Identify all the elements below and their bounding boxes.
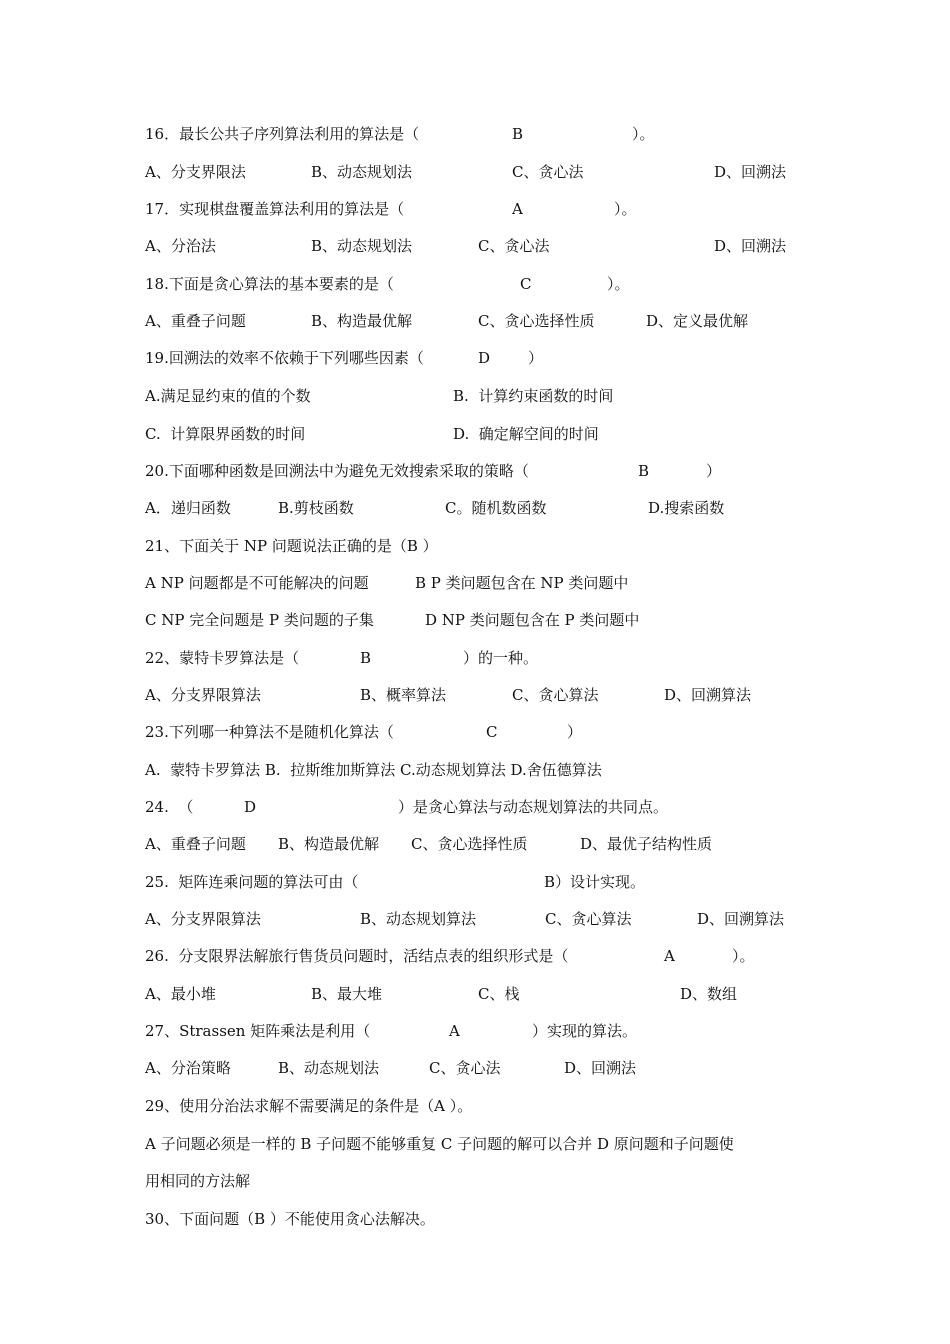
q22-part-2: B xyxy=(360,649,372,667)
q16-part-3: ）。 xyxy=(632,125,655,143)
q19-options-ab-part-2: B. 计算约束函数的时间 xyxy=(453,387,614,405)
q26-part-3: ）。 xyxy=(732,947,755,965)
q24-options-part-1: A、重叠子问题 xyxy=(145,835,246,853)
q21-options-cd-part-2: D NP 类问题包含在 P 类问题中 xyxy=(425,611,640,629)
q21-options-cd-part-1: C NP 完全问题是 P 类问题的子集 xyxy=(145,611,374,629)
q25-part-2: B）设计实现。 xyxy=(544,873,646,891)
q26-options-part-4: D、数组 xyxy=(680,985,738,1003)
q18-options-part-1: A、重叠子问题 xyxy=(145,312,246,330)
q20-options-part-2: B.剪枝函数 xyxy=(278,499,354,517)
q16-options-part-2: B、动态规划法 xyxy=(311,163,413,181)
q24-options-part-2: B、构造最优解 xyxy=(278,835,380,853)
q19-part-1: 19.回溯法的效率不依赖于下列哪些因素（ xyxy=(145,349,424,367)
q27-part-1: 27、Strassen 矩阵乘法是利用（ xyxy=(145,1022,371,1040)
q23-part-2: C xyxy=(486,723,498,741)
q20-options-part-3: C。随机数函数 xyxy=(445,499,547,517)
q23-part-1: 23.下列哪一种算法不是随机化算法（ xyxy=(145,723,394,741)
q16-options-part-4: D、回溯法 xyxy=(714,163,787,181)
q18-part-3: ）。 xyxy=(607,275,630,293)
q20-options-part-4: D.搜索函数 xyxy=(648,499,725,517)
q27-options-part-1: A、分治策略 xyxy=(145,1059,231,1077)
q24-part-2: D xyxy=(244,798,257,816)
q17-options-part-3: C、贪心法 xyxy=(478,237,550,255)
q24-options-part-3: C、贪心选择性质 xyxy=(411,835,528,853)
q25-options-part-2: B、动态规划算法 xyxy=(360,910,477,928)
q19-options-cd-part-1: C. 计算限界函数的时间 xyxy=(145,425,306,443)
q26-part-1: 26. 分支限界法解旅行售货员问题时，活结点表的组织形式是（ xyxy=(145,947,569,965)
q29-options-line1-text: A 子问题必须是一样的 B 子问题不能够重复 C 子问题的解可以合并 D 原问题和子问题使 xyxy=(145,1135,734,1153)
q22-options-part-2: B、概率算法 xyxy=(360,686,447,704)
q21-options-ab-part-1: A NP 问题都是不可能解决的问题 xyxy=(145,574,369,592)
q18-options-part-3: C、贪心选择性质 xyxy=(478,312,595,330)
q27-part-3: ）实现的算法。 xyxy=(532,1022,638,1040)
q27-part-2: A xyxy=(449,1022,460,1040)
q16-options-part-1: A、分支界限法 xyxy=(145,163,246,181)
q24-part-3: ）是贪心算法与动态规划算法的共同点。 xyxy=(398,798,669,816)
q25-options-part-1: A、分支界限算法 xyxy=(145,910,261,928)
q17-part-3: ）。 xyxy=(614,200,637,218)
q22-part-1: 22、蒙特卡罗算法是（ xyxy=(145,649,300,667)
q20-part-1: 20.下面哪种函数是回溯法中为避免无效搜索采取的策略（ xyxy=(145,462,529,480)
q18-options-part-4: D、定义最优解 xyxy=(646,312,749,330)
q22-options-part-1: A、分支界限算法 xyxy=(145,686,261,704)
q29-text: 29、使用分治法求解不需要满足的条件是（A ）。 xyxy=(145,1097,473,1115)
q17-options-part-2: B、动态规划法 xyxy=(311,237,413,255)
q16-options-part-3: C、贪心法 xyxy=(512,163,584,181)
q22-options-part-3: C、贪心算法 xyxy=(512,686,599,704)
q22-options-part-4: D、回溯算法 xyxy=(664,686,752,704)
q24-options-part-4: D、最优子结构性质 xyxy=(580,835,713,853)
q17-options-part-1: A、分治法 xyxy=(145,237,216,255)
q22-part-3: ）的一种。 xyxy=(463,649,539,667)
q25-options-part-4: D、回溯算法 xyxy=(697,910,785,928)
q20-part-3: ） xyxy=(706,462,722,480)
q19-part-3: ） xyxy=(528,349,544,367)
q26-options-part-2: B、最大堆 xyxy=(311,985,383,1003)
q16-part-1: 16．最长公共子序列算法利用的算法是（ xyxy=(145,125,420,143)
q19-part-2: D xyxy=(478,349,491,367)
q18-options-part-2: B、构造最优解 xyxy=(311,312,413,330)
q21-text: 21、下面关于 NP 问题说法正确的是（B ） xyxy=(145,537,438,555)
q23-part-3: ） xyxy=(567,723,583,741)
q26-part-2: A xyxy=(664,947,675,965)
q17-part-2: A xyxy=(512,200,523,218)
q20-options-part-1: A．递归函数 xyxy=(145,499,231,517)
q20-part-2: B xyxy=(638,462,650,480)
q27-options-part-4: D、回溯法 xyxy=(564,1059,637,1077)
q26-options-part-3: C、栈 xyxy=(478,985,520,1003)
q23-options-text: A. 蒙特卡罗算法 B. 拉斯维加斯算法 C.动态规划算法 D.舍伍德算法 xyxy=(145,761,602,779)
q19-options-cd-part-2: D. 确定解空间的时间 xyxy=(453,425,599,443)
q29-options-line2-text: 用相同的方法解 xyxy=(145,1172,251,1190)
q25-options-part-3: C、贪心算法 xyxy=(545,910,632,928)
q16-part-2: B xyxy=(512,125,524,143)
q26-options-part-1: A、最小堆 xyxy=(145,985,216,1003)
q30-text: 30、下面问题（B ）不能使用贪心法解决。 xyxy=(145,1210,435,1228)
q27-options-part-2: B、动态规划法 xyxy=(278,1059,380,1077)
q27-options-part-3: C、贪心法 xyxy=(429,1059,501,1077)
q21-options-ab-part-2: B P 类问题包含在 NP 类问题中 xyxy=(415,574,629,592)
q18-part-1: 18.下面是贪心算法的基本要素的是（ xyxy=(145,275,394,293)
q24-part-1: 24. （ xyxy=(145,798,194,816)
q17-part-1: 17．实现棋盘覆盖算法利用的算法是（ xyxy=(145,200,405,218)
q19-options-ab-part-1: A.满足显约束的值的个数 xyxy=(145,387,311,405)
q25-part-1: 25. 矩阵连乘问题的算法可由（ xyxy=(145,873,359,891)
q18-part-2: C xyxy=(520,275,532,293)
q17-options-part-4: D、回溯法 xyxy=(714,237,787,255)
